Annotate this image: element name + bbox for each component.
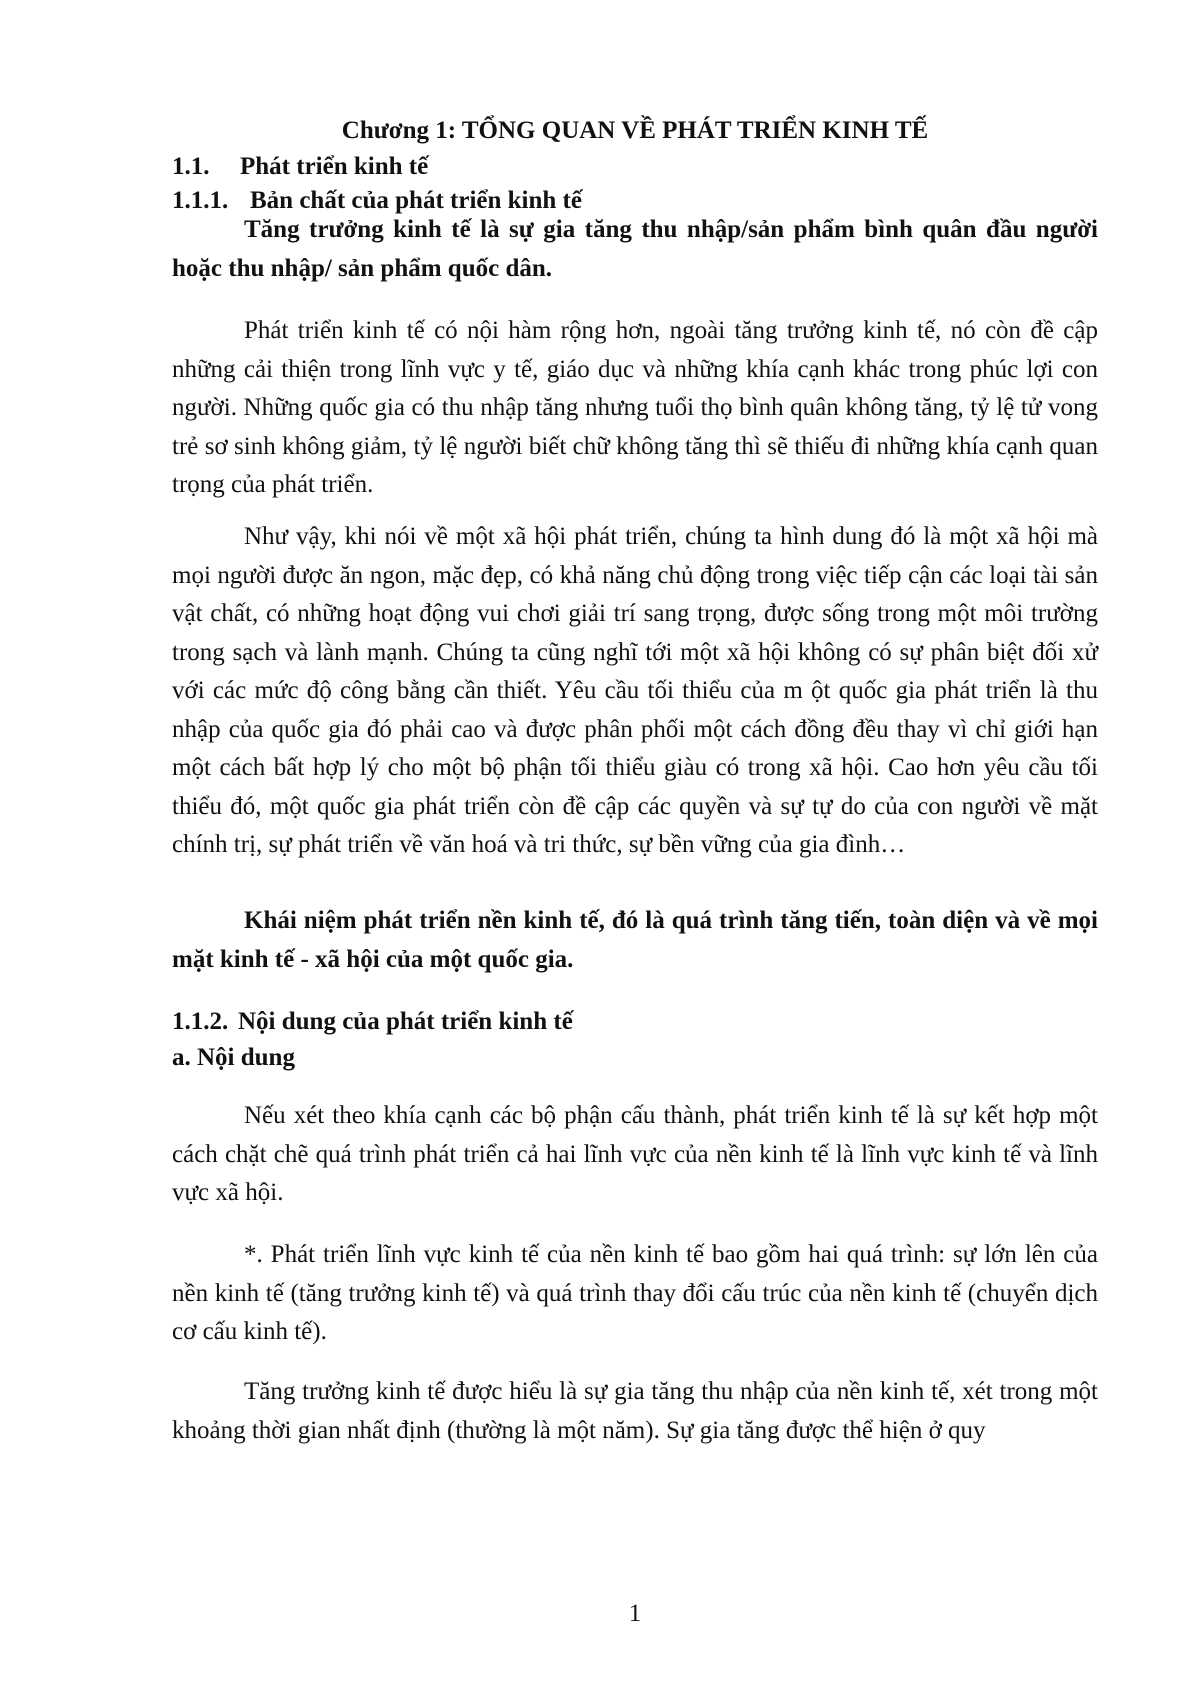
developed-society-paragraph: Như vậy, khi nói về một xã hội phát triển, chúng ta hình dung đó là một xã hội mà mọi người được ăn ngon, mặc đẹp, có khả năng chủ động trong việc tiếp cận các loại tài sản vật chất, có những hoạt động vui chơi giải trí sang trọng, được sống trong một môi trường trong sạch và lành mạnh. Chúng ta cũng nghĩ tới một xã hội không có sự phân biệt đối xử với các mức độ công bằng cần thiết. Yêu cầu tối thiểu của m ột quốc gia phát triển là thu nhập của quốc gia đó phải cao và được phân phối một cách đồng đều thay vì chỉ giới hạn một cách bất hợp lý cho một bộ phận tối thiểu giàu có trong xã hội. Cao hơn yêu cầu tối thiểu đó, một quốc gia phát triển còn đề cập các quyền và sự tự do của con người về mặt chính trị, sự phát triển về văn hoá và tri thức, sự bền vững của gia đình…: [172, 523, 1098, 858]
section-number: 1.1.2.: [172, 1008, 229, 1035]
section-number: 1.1.: [172, 153, 210, 180]
subsection-heading-a: a. Nội dung: [172, 1044, 295, 1071]
section-heading-1-1-2: [172, 1006, 573, 1038]
growth-understood-paragraph: Tăng trưởng kinh tế được hiểu là sự gia tăng thu nhập của nền kinh tế, xét trong một khoảng thời gian nhất định (thường là một năm). Sự gia tăng được thể hiện ở quy: [172, 1378, 1098, 1444]
economic-field-paragraph: *. Phát triển lĩnh vực kinh tế của nền kinh tế bao gồm hai quá trình: sự lớn lên của nền kinh tế (tăng trưởng kinh tế) và quá trình thay đổi cấu trúc của nền kinh tế (chuyển dịch cơ cấu kinh tế).: [172, 1241, 1098, 1345]
components-paragraph: Nếu xét theo khía cạnh các bộ phận cấu thành, phát triển kinh tế là sự kết hợp một cách chặt chẽ quá trình phát triển cả hai lĩnh vực của nền kinh tế là lĩnh vực kinh tế và lĩnh vực xã hội.: [172, 1102, 1098, 1206]
section-number: 1.1.1.: [172, 187, 229, 214]
growth-definition-paragraph: Tăng trưởng kinh tế là sự gia tăng thu nhập/sản phẩm bình quân đầu người hoặc thu nhập/ sản phẩm quốc dân.: [172, 216, 1098, 282]
development-concept-paragraph: Khái niệm phát triển nền kinh tế, đó là quá trình tăng tiến, toàn diện và về mọi mặt kinh tế - xã hội của một quốc gia.: [172, 907, 1098, 973]
chapter-title: Chương 1: TỔNG QUAN VỀ PHÁT TRIỂN KINH TẾ: [341, 117, 929, 144]
section-title: Bản chất của phát triển kinh tế: [250, 187, 582, 214]
section-title: Nội dung của phát triển kinh tế: [238, 1008, 573, 1035]
page-number: 1: [628, 1600, 642, 1627]
section-heading-1-1: [172, 151, 428, 183]
document-page: [172, 0, 1098, 1696]
section-title: Phát triển kinh tế: [240, 153, 429, 180]
development-scope-paragraph: Phát triển kinh tế có nội hàm rộng hơn, ngoài tăng trưởng kinh tế, nó còn đề cập những cải thiện trong lĩnh vực y tế, giáo dục và những khía cạnh khác trong phúc lợi con người. Những quốc gia có thu nhập tăng nhưng tuổi thọ bình quân không tăng, tỷ lệ tử vong trẻ sơ sinh không giảm, tỷ lệ người biết chữ không tăng thì sẽ thiếu đi những khía cạnh quan trọng của phát triển.: [172, 317, 1098, 498]
